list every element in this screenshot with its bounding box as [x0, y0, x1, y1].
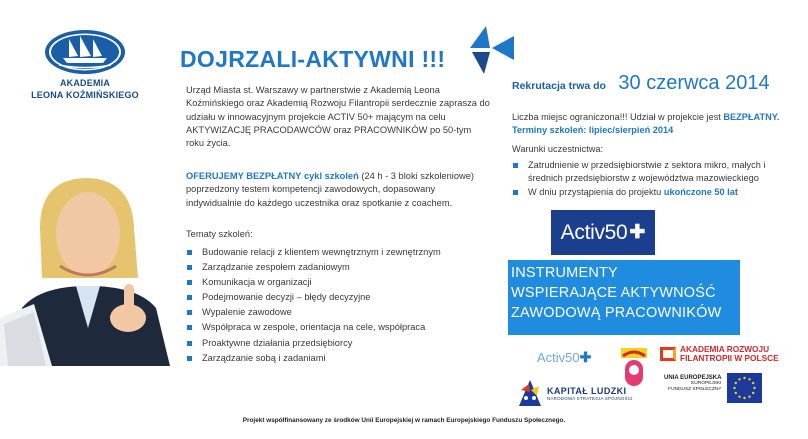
ship-logo-icon	[43, 28, 127, 76]
arp-line-1: AKADEMIA ROZWOJU	[680, 344, 770, 354]
training-terms: Terminy szkoleń: lipiec/sierpień 2014	[512, 125, 674, 135]
activ50-small-logo	[537, 349, 591, 366]
footer-note: Projekt współfinansowany ze środków Unii Europejskiej w ramach Europejskiego Funduszu Społecznego.	[242, 417, 566, 424]
topic-item: Proaktywne działania przedsiębiorcy	[186, 336, 441, 351]
kapital-ludzki-sub: NARODOWA STRATEGIA SPÓJNOŚCI	[547, 395, 633, 401]
kapital-ludzki-title: KAPITAŁ LUDZKI	[547, 385, 627, 396]
instruments-line-3: ZAWODOWĄ PRACOWNIKÓW	[511, 305, 722, 321]
arp-line-2: FILANTROPII W POLSCE	[680, 353, 779, 363]
arp-icon	[660, 347, 676, 361]
condition-item	[512, 159, 780, 186]
offer-rest: (24 h - 3 bloki szkoleniowe) poprzedzony testem kompetencji zawodowych, dopasowany indywidualnie do każdego uczestnika oraz spotkanie z coachem.	[186, 171, 474, 208]
condition-2-text: W dniu przystąpienia do projektu	[528, 186, 662, 197]
page-title: DOJRZALI-AKTYWNI !!!	[180, 46, 446, 72]
kapital-ludzki-logo	[517, 378, 633, 408]
instruments-banner	[508, 260, 740, 335]
eu-label	[664, 375, 721, 393]
conditions-label: Warunki uczestnictwa:	[512, 144, 604, 154]
activ50-small-label: Activ50	[537, 350, 580, 365]
eu-flag-icon	[727, 373, 762, 403]
eu-sub-2: FUNDUSZ SPOŁECZNY	[668, 387, 722, 392]
kapital-ludzki-icon	[517, 378, 543, 408]
topic-item: Podejmowanie decyzji – błędy decyzyjne	[186, 290, 441, 305]
places-text: Liczba miejsc ograniczona!!! Udział w projekcie jest	[512, 112, 721, 122]
plus-small-icon: ✚	[579, 349, 592, 365]
offer-lead-2: cykl szkoleń	[303, 171, 359, 181]
condition-2-bold: ukończone 50 lat	[663, 186, 738, 197]
topics-label: Tematy szkoleń:	[186, 229, 253, 239]
topic-item: Budowanie relacji z klientem wewnętrznym i zewnętrznym	[186, 245, 441, 260]
logo-line-1: AKADEMIA	[59, 78, 111, 88]
condition-item	[512, 186, 780, 199]
topic-item: Wypalenie zawodowe	[186, 305, 441, 320]
offer-paragraph	[186, 170, 491, 210]
instruments-line-2: WSPIERAJĄCE AKTYWNOŚĆ	[511, 285, 716, 301]
activ50-logo	[551, 210, 655, 255]
conditions-list	[512, 159, 780, 199]
topic-item: Zarządzanie sobą i zadaniami	[186, 351, 441, 366]
topic-item: Współpraca w zespole, orientacja na cele, współpraca	[186, 320, 441, 335]
woman-thumbs-up-photo	[0, 168, 182, 366]
topic-item: Zarządzanie zespołem zadaniowym	[186, 260, 441, 275]
activ50-label: Activ50	[560, 220, 628, 244]
topic-item: Komunikacja w organizacji	[186, 275, 441, 290]
recruitment-date: 30 czerwca 2014	[618, 72, 770, 94]
decorative-arrows-icon	[470, 22, 516, 80]
eu-title: UNIA EUROPEJSKA	[664, 375, 722, 381]
akademia-logo	[30, 28, 140, 100]
instruments-line-1: INSTRUMENTY	[511, 265, 618, 281]
arp-logo	[660, 345, 779, 363]
offer-lead: OFERUJEMY BEZPŁATNY	[186, 171, 302, 181]
topics-list	[186, 245, 441, 366]
plus-icon: ✚	[629, 222, 646, 243]
eu-sub-1: EUROPEJSKI	[691, 381, 722, 386]
recruitment-label: Rekrutacja trwa do	[512, 80, 606, 92]
intro-paragraph: Urząd Miasta st. Warszawy w partnerstwie z Akademią Leona Koźmińskiego oraz Akademią Rozwoju Filantropii serdecznie zaprasza do udziału w innowacyjnym projekcie ACTIV 50+ mającym na celu AKTYWIZACJĘ PRACODAWCÓW oraz PRACOWNIKÓW po 50-tym roku życia.	[186, 85, 490, 149]
recruitment-deadline	[512, 72, 770, 95]
places-info	[512, 111, 802, 137]
condition-1-text: Zatrudnienie w przedsiębiorstwie z sektora mikro, małych i średnich przedsiębiorstw z województwa mazowieckiego	[528, 160, 766, 184]
places-free: BEZPŁATNY.	[723, 112, 780, 122]
logo-line-2: LEONA KOŹMIŃSKIEGO	[31, 90, 139, 100]
